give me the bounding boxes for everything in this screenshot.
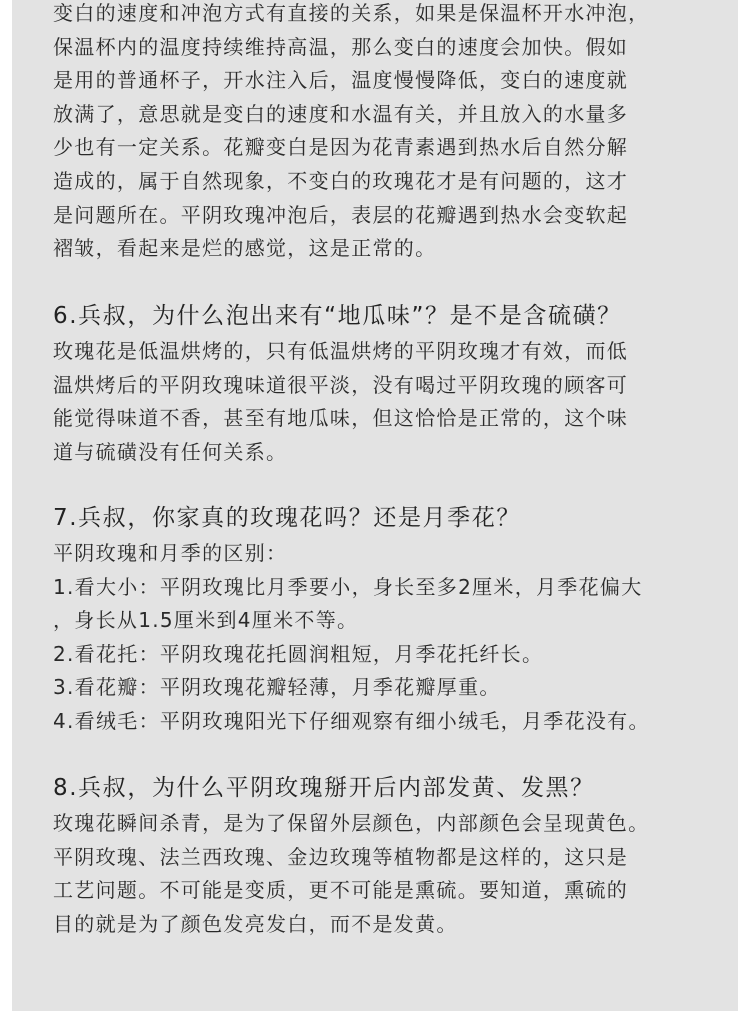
faq-section-6	[53, 298, 628, 469]
text-line: ，身长从1.5厘米到4厘米不等。	[53, 608, 359, 633]
text-line: 少也有一定关系。花瓣变白是因为花青素遇到热水后自然分解	[53, 135, 629, 160]
section-heading: 8.兵叔，为什么平阴玫瑰掰开后内部发黄、发黑？	[53, 775, 595, 801]
text-line: 褶皱，看起来是烂的感觉，这是正常的。	[53, 236, 437, 261]
text-line: 2.看花托：平阴玫瑰花托圆润粗短，月季花托纤长。	[53, 641, 544, 666]
page-background	[12, 0, 738, 1011]
text-line: 放满了，意思就是变白的速度和水温有关，并且放入的水量多	[53, 101, 629, 126]
text-line: 工艺问题。不可能是变质，更不可能是熏硫。要知道，熏硫的	[53, 878, 629, 903]
text-line: 温烘烤后的平阴玫瑰味道很平淡，没有喝过平阴玫瑰的顾客可	[53, 372, 629, 397]
text-line: 保温杯内的温度持续维持高温，那么变白的速度会加快。假如	[53, 34, 629, 59]
faq-section-7	[53, 500, 650, 739]
text-line: 平阴玫瑰和月季的区别：	[53, 541, 288, 565]
text-line: 1.看大小：平阴玫瑰比月季要小，身长至多2厘米，月季花偏大	[53, 574, 643, 599]
text-line: 4.看绒毛：平阴玫瑰阳光下仔细观察有细小绒毛，月季花没有。	[53, 708, 650, 733]
text-line: 3.看花瓣：平阴玫瑰花瓣轻薄，月季花瓣厚重。	[53, 675, 501, 700]
text-line: 玫瑰花是低温烘烤的，只有低温烘烤的平阴玫瑰才有效，而低	[53, 339, 629, 363]
text-line: 道与硫磺没有任何关系。	[53, 439, 288, 464]
section-heading: 7.兵叔，你家真的玫瑰花吗？还是月季花？	[53, 505, 521, 531]
text-line: 目的就是为了颜色发亮发白，而不是发黄。	[53, 911, 458, 936]
text-line: 变白的速度和冲泡方式有直接的关系，如果是保温杯开水冲泡，	[53, 1, 650, 25]
text-line: 造成的，属于自然现象，不变白的玫瑰花才是有问题的，这才	[53, 168, 629, 193]
text-line: 是问题所在。平阴玫瑰冲泡后，表层的花瓣遇到热水会变软起	[53, 202, 629, 227]
section-heading: 6.兵叔，为什么泡出来有“地瓜味”？是不是含硫磺？	[53, 303, 622, 329]
text-line: 平阴玫瑰、法兰西玫瑰、金边玫瑰等植物都是这样的，这只是	[53, 844, 629, 869]
text-line: 玫瑰花瞬间杀青，是为了保留外层颜色，内部颜色会呈现黄色。	[53, 811, 650, 835]
text-line: 能觉得味道不香，甚至有地瓜味，但这恰恰是正常的，这个味	[53, 406, 629, 431]
faq-section-8	[53, 770, 649, 941]
intro-paragraph	[53, 0, 649, 266]
text-line: 是用的普通杯子，开水注入后，温度慢慢降低，变白的速度就	[53, 68, 629, 93]
